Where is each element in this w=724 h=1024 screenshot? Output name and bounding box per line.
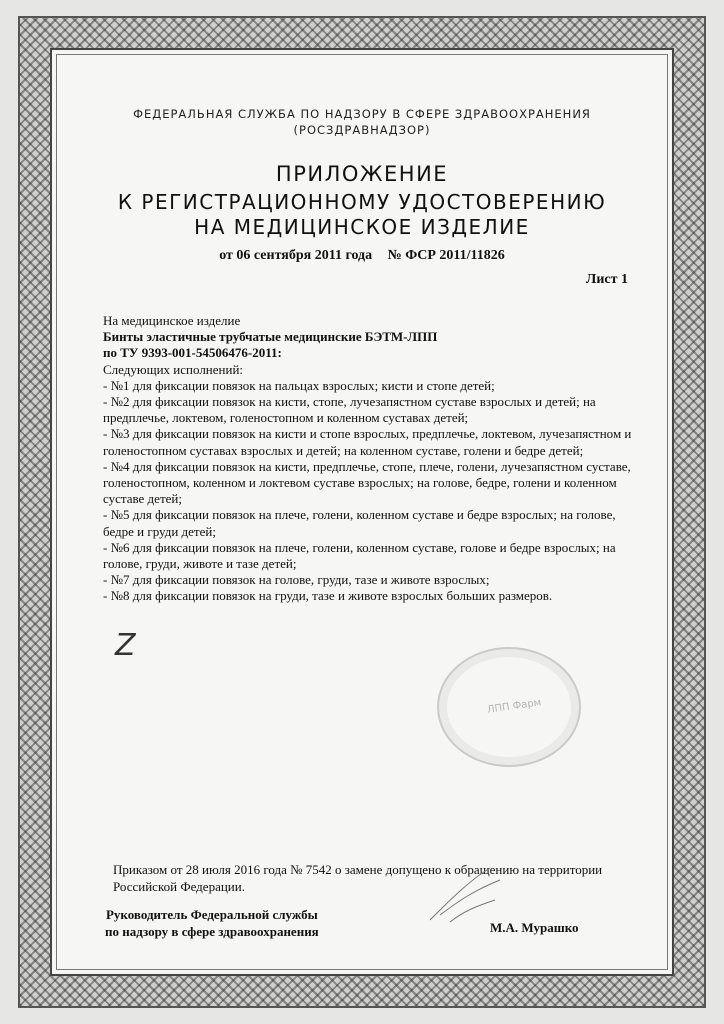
document-subtitle-line1: К РЕГИСТРАЦИОННОМУ УДОСТОВЕРЕНИЮ [117, 190, 607, 214]
signer-title-line2: по надзору в сфере здравоохранения [105, 924, 319, 939]
order-note: Приказом от 28 июля 2016 года № 7542 о замене допущено к обращению на территории Российской Федерации. [113, 862, 603, 894]
handwritten-mark: Z [115, 628, 136, 663]
registration-date: от 06 сентября 2011 года [219, 248, 373, 263]
intro-text: На медицинское изделие [103, 313, 241, 328]
variant-item: - №5 для фиксации повязок на плече, голени, коленном суставе и бедре взрослых; на голове, бедре и груди детей; [103, 507, 616, 539]
registration-number: № ФСР 2011/11826 [387, 248, 505, 263]
variant-item: - №2 для фиксации повязок на кисти, стопе, лучезапястном суставе взрослых и детей; на предплечье, локтевом, голеностопном и коленном суставах детей; [103, 394, 596, 426]
stamp-text: ЛПП Фарм [486, 697, 542, 716]
sheet-number: Лист 1 [585, 272, 628, 287]
agency-name: ФЕДЕРАЛЬНАЯ СЛУЖБА ПО НАДЗОРУ В СФЕРЕ ЗДРАВООХРАНЕНИЯ [133, 107, 591, 121]
variant-item: - №3 для фиксации повязок на кисти и стопе взрослых, предплечье, локтевом, лучезапястном и голеностопном суставах взрослых и детей; на коленном суставе, голени и бедре детей; [103, 426, 632, 458]
document-subtitle-line2: НА МЕДИЦИНСКОЕ ИЗДЕЛИЕ [194, 215, 530, 239]
variants-heading: Следующих исполнений: [103, 361, 244, 377]
agency-abbreviation: (РОСЗДРАВНАДЗОР) [293, 123, 431, 137]
faded-stamp [437, 647, 581, 767]
document-title: ПРИЛОЖЕНИЕ [275, 162, 449, 186]
variant-item: - №4 для фиксации повязок на кисти, предплечье, стопе, плече, голени, лучезапястном суставе, голеностопном, коленном и локтевом суставе взрослых; на голове, бедре, голени и коленном суставе детей; [103, 458, 631, 507]
product-name: Бинты эластичные трубчатые медицинские БЭТМ-ЛПП [103, 329, 438, 345]
variant-item: - №7 для фиксации повязок на голове, груди, тазе и животе взрослых; [103, 572, 490, 588]
document-body [103, 313, 638, 605]
signer-title-line1: Руководитель Федеральной службы [105, 907, 318, 922]
variant-item: - №8 для фиксации повязок на груди, тазе и животе взрослых больших размеров. [103, 588, 553, 604]
signer-name: М.А. Мурашко [490, 920, 579, 935]
registration-line [60, 248, 664, 264]
product-spec: по ТУ 9393-001-54506476-2011: [103, 345, 282, 361]
variant-item: - №6 для фиксации повязок на плече, голени, коленном суставе, голове и бедре взрослых; на голове, груди, животе и тазе детей; [103, 539, 616, 572]
variant-item: - №1 для фиксации повязок на пальцах взрослых; кисти и стопе детей; [103, 377, 495, 393]
signer-title [105, 906, 319, 940]
